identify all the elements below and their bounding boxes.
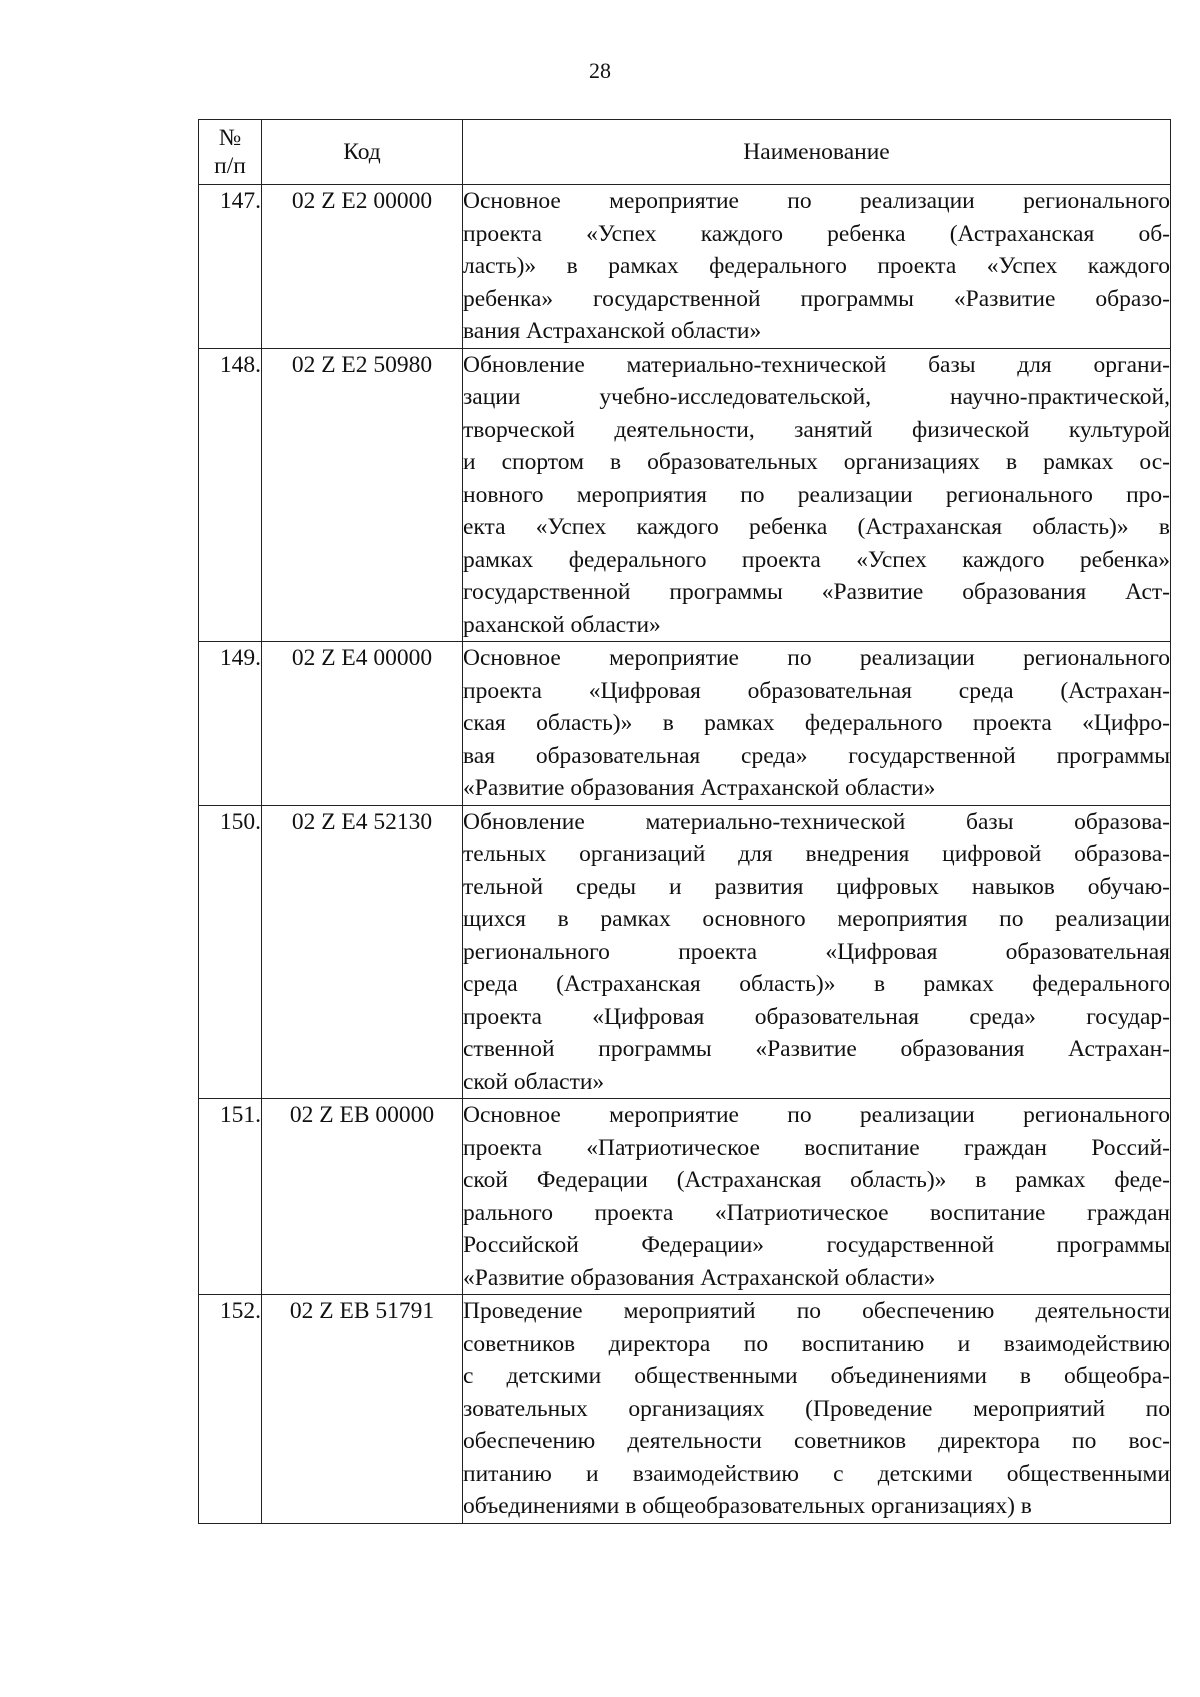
row-name-line: Российской Федерации» государственной программы xyxy=(463,1232,1170,1258)
row-name-line: и спортом в образовательных организациях в рамках ос- xyxy=(463,449,1170,475)
table-body xyxy=(199,185,1171,1524)
row-name-line: зовательных организациях (Проведение мероприятий по xyxy=(463,1395,1170,1422)
row-name xyxy=(463,1295,1171,1524)
row-name-line: обеспечению деятельности советников директора по вос- xyxy=(463,1428,1170,1454)
row-name-line: тельных организаций для внедрения цифровой образова- xyxy=(463,841,1170,867)
row-name-line: проекта «Цифровая образовательная среда (Астрахан- xyxy=(463,677,1170,704)
row-name-line: ственной программы «Развитие образования Астрахан- xyxy=(463,1036,1170,1062)
row-code: 02 Z E2 50980 xyxy=(262,348,463,642)
row-name-line: ской Федерации (Астраханская область)» в рамках феде- xyxy=(463,1167,1170,1193)
table-row xyxy=(199,185,1171,349)
row-name xyxy=(463,805,1171,1099)
table-header-row xyxy=(199,120,1171,185)
row-name-line: ребенка» государственной программы «Развитие образо- xyxy=(463,285,1170,312)
table-row xyxy=(199,805,1171,1099)
row-name-line: вая образовательная среда» государственной программы xyxy=(463,742,1170,769)
row-name-line: рального проекта «Патриотическое воспитание граждан xyxy=(463,1199,1170,1226)
row-name-line: с детскими общественными объединениями в общеобра- xyxy=(463,1363,1170,1389)
header-num-line1: № xyxy=(218,125,242,151)
table-row xyxy=(199,1295,1171,1524)
row-code: 02 Z E4 00000 xyxy=(262,642,463,806)
row-name-line: «Развитие образования Астраханской области» xyxy=(463,775,936,801)
row-name-line: питанию и взаимодействию с детскими общественными xyxy=(463,1460,1170,1487)
row-name xyxy=(463,642,1171,806)
row-name xyxy=(463,185,1171,349)
header-num-line2: п/п xyxy=(214,153,246,179)
row-name-line: тельной среды и развития цифровых навыков обучаю- xyxy=(463,873,1170,900)
row-code: 02 Z EB 00000 xyxy=(262,1099,463,1295)
row-code: 02 Z E4 52130 xyxy=(262,805,463,1099)
row-name-line: регионального проекта «Цифровая образовательная xyxy=(463,938,1170,965)
row-name-line: Обновление материально-технической базы для органи- xyxy=(463,351,1170,378)
row-name-line: новного мероприятия по реализации регионального про- xyxy=(463,481,1170,508)
row-name-line: ская область)» в рамках федерального проекта «Цифро- xyxy=(463,710,1170,736)
row-number: 152. xyxy=(199,1295,262,1524)
header-name: Наименование xyxy=(463,120,1171,185)
header-num xyxy=(199,120,262,185)
row-number: 147. xyxy=(199,185,262,349)
row-name-line: зации учебно-исследовательской, научно-практической, xyxy=(463,384,1170,410)
row-name-line: Обновление материально-технической базы образова- xyxy=(463,808,1170,835)
row-name-line: рамках федерального проекта «Успех каждого ребенка» xyxy=(463,546,1170,573)
row-code: 02 Z E2 00000 xyxy=(262,185,463,349)
row-name-line: ской области» xyxy=(463,1068,605,1095)
page-number: 28 xyxy=(589,58,611,83)
header-code: Код xyxy=(262,120,463,185)
row-name-line: государственной программы «Развитие образования Аст- xyxy=(463,579,1170,605)
row-code: 02 Z EB 51791 xyxy=(262,1295,463,1524)
row-name-line: ласть)» в рамках федерального проекта «Успех каждого xyxy=(463,253,1170,279)
row-name-line: Основное мероприятие по реализации регионального xyxy=(463,1102,1170,1128)
row-name-line: раханской области» xyxy=(463,611,661,638)
row-name-line: екта «Успех каждого ребенка (Астраханская область)» в xyxy=(463,514,1170,540)
row-name xyxy=(463,348,1171,642)
row-name-line: Проведение мероприятий по обеспечению деятельности xyxy=(463,1298,1170,1324)
codes-table xyxy=(198,119,1171,1524)
row-name-line: советников директора по воспитанию и взаимодействию xyxy=(463,1330,1170,1357)
row-name-line: проекта «Патриотическое воспитание граждан Россий- xyxy=(463,1134,1170,1161)
row-name-line: объединениями в общеобразовательных организациях) в xyxy=(463,1493,1032,1519)
row-number: 151. xyxy=(199,1099,262,1295)
table-row xyxy=(199,348,1171,642)
row-name-line: проекта «Успех каждого ребенка (Астраханская об- xyxy=(463,220,1170,247)
row-name-line: творческой деятельности, занятий физической культурой xyxy=(463,416,1170,443)
row-name-line: Основное мероприятие по реализации регионального xyxy=(463,188,1170,214)
row-name-line: «Развитие образования Астраханской области» xyxy=(463,1264,936,1291)
row-number: 150. xyxy=(199,805,262,1099)
row-name-line: Основное мероприятие по реализации регионального xyxy=(463,645,1170,671)
table-row xyxy=(199,642,1171,806)
row-name xyxy=(463,1099,1171,1295)
row-name-line: щихся в рамках основного мероприятия по реализации xyxy=(463,906,1170,932)
row-number: 148. xyxy=(199,348,262,642)
row-name-line: проекта «Цифровая образовательная среда» государ- xyxy=(463,1003,1170,1030)
row-number: 149. xyxy=(199,642,262,806)
table-row xyxy=(199,1099,1171,1295)
row-name-line: среда (Астраханская область)» в рамках федерального xyxy=(463,971,1170,997)
row-name-line: вания Астраханской области» xyxy=(463,318,762,344)
